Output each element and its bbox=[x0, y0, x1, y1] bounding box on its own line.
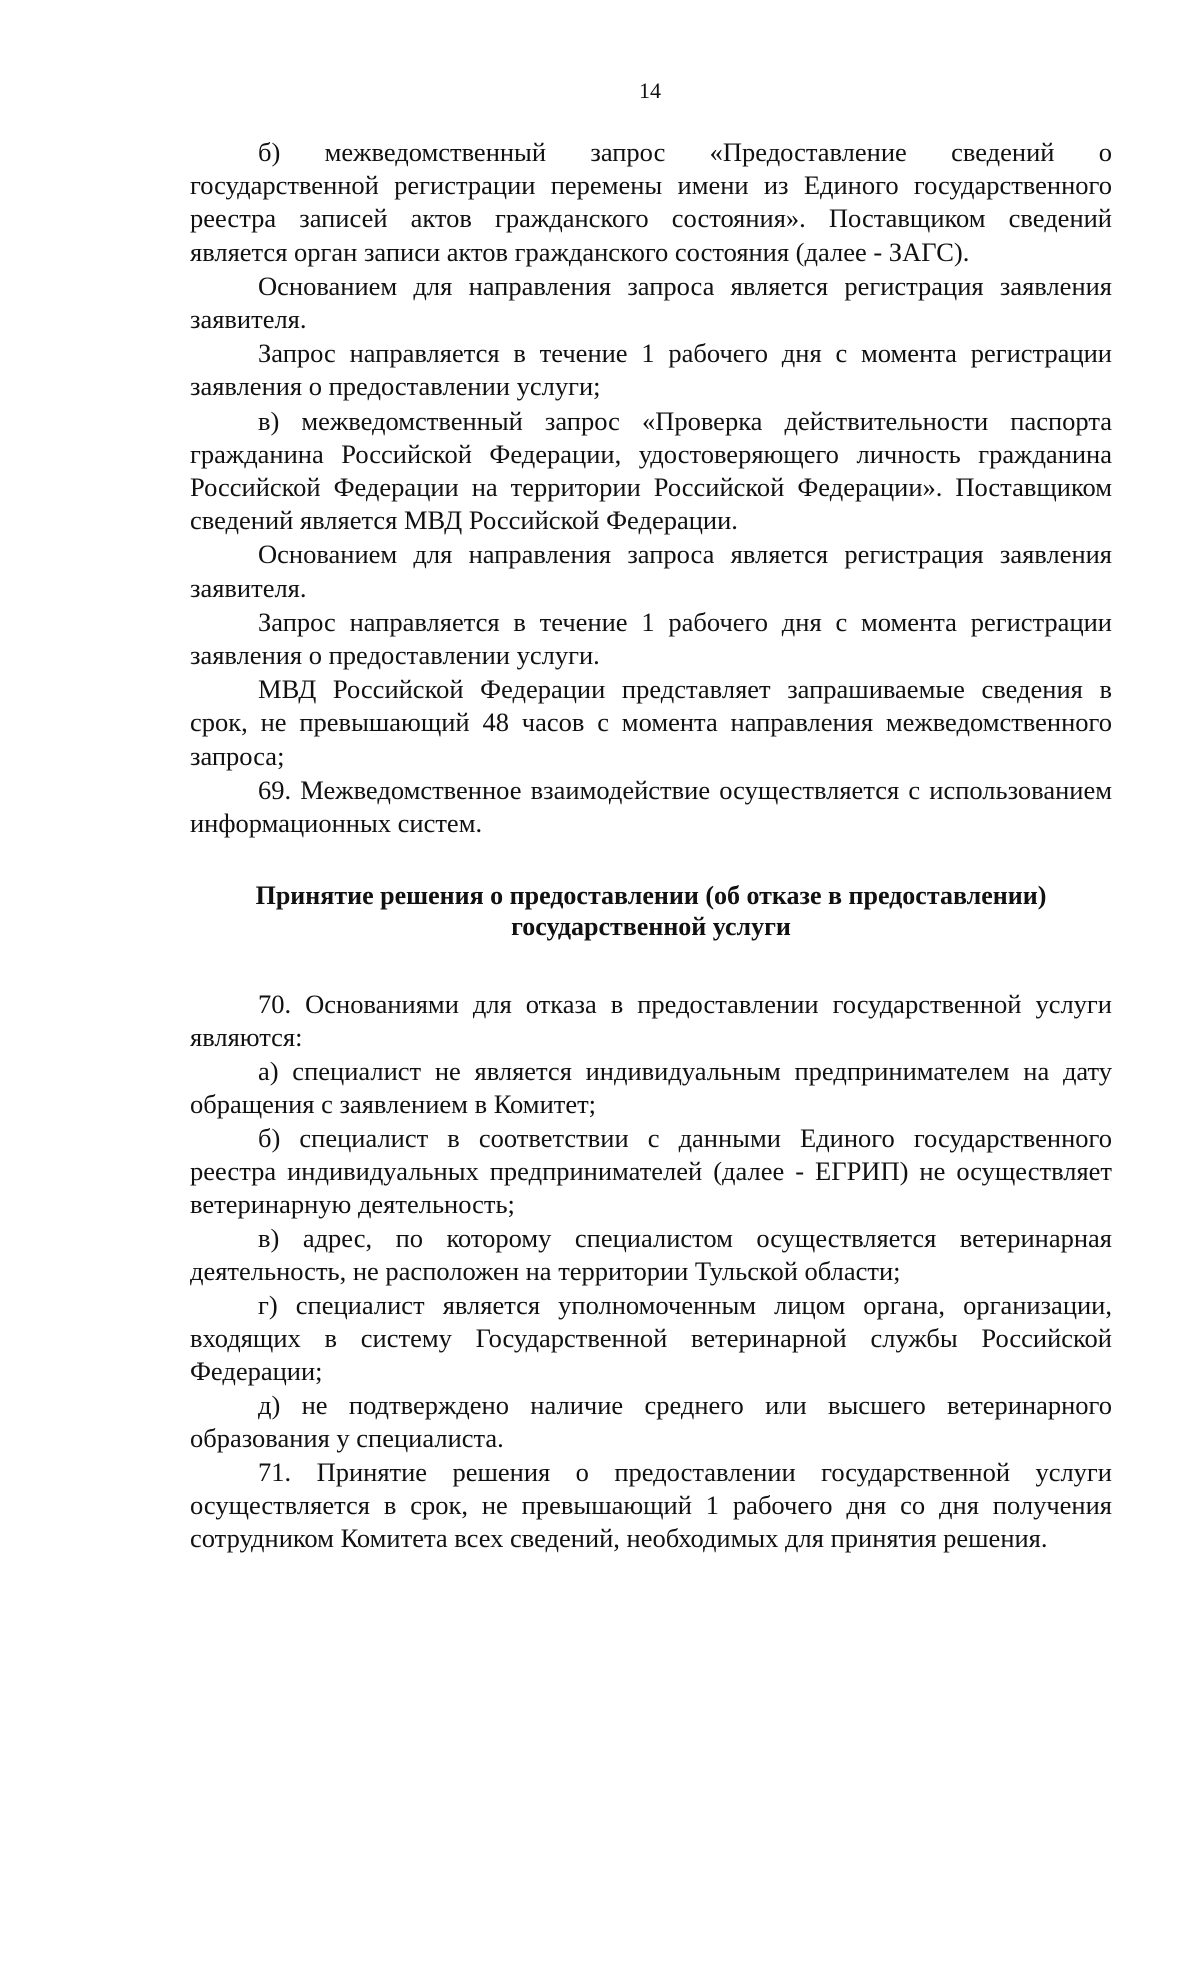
paragraph: б) специалист в соответствии с данными Единого государственного реестра индивидуальных предпринимателей (далее - ЕГРИП) не осуществляет ветеринарную деятельность; bbox=[190, 1123, 1112, 1220]
page-number: 14 bbox=[639, 78, 661, 103]
document-body bbox=[190, 136, 1112, 1555]
paragraph: в) межведомственный запрос «Проверка действительности паспорта гражданина Российской Федерации, удостоверяющего личность гражданина Российской Федерации на территории Российской Федерации». Поставщиком сведений является МВД Российской Федерации. bbox=[190, 405, 1112, 536]
paragraph: а) специалист не является индивидуальным предпринимателем на дату обращения с заявлением в Комитет; bbox=[190, 1056, 1112, 1120]
paragraph: Основанием для направления запроса является регистрация заявления заявителя. bbox=[190, 539, 1112, 603]
paragraph: 71. Принятие решения о предоставлении государственной услуги осуществляется в срок, не превышающий 1 рабочего дня со дня получения сотрудником Комитета всех сведений, необходимых для принятия решения. bbox=[190, 1457, 1112, 1554]
section-heading-line: Принятие решения о предоставлении (об отказе в предоставлении) bbox=[255, 881, 1047, 911]
paragraph: 70. Основаниями для отказа в предоставлении государственной услуги являются: bbox=[190, 989, 1112, 1053]
section-interagency-requests bbox=[190, 136, 1112, 840]
paragraph: г) специалист является уполномоченным лицом органа, организации, входящих в систему Государственной ветеринарной службы Российской Федерации; bbox=[190, 1290, 1112, 1387]
paragraph: д) не подтверждено наличие среднего или высшего ветеринарного образования у специалиста. bbox=[190, 1390, 1112, 1454]
section-heading bbox=[190, 880, 1112, 942]
paragraph: Основанием для направления запроса является регистрация заявления заявителя. bbox=[190, 270, 1112, 335]
paragraph: 69. Межведомственное взаимодействие осуществляется с использованием информационных систем. bbox=[190, 774, 1112, 839]
paragraph: б) межведомственный запрос «Предоставление сведений о государственной регистрации перемены имени из Единого государственного реестра записей актов гражданского состояния». Поставщиком сведений является орган записи актов гражданского состояния (далее - ЗАГС). bbox=[190, 137, 1112, 267]
paragraph: Запрос направляется в течение 1 рабочего дня с момента регистрации заявления о предоставлении услуги. bbox=[190, 606, 1112, 671]
section-heading-line: государственной услуги bbox=[511, 912, 791, 942]
paragraph: в) адрес, по которому специалистом осуществляется ветеринарная деятельность, не расположен на территории Тульской области; bbox=[190, 1223, 1112, 1287]
paragraph: МВД Российской Федерации представляет запрашиваемые сведения в срок, не превышающий 48 часов с момента направления межведомственного запроса; bbox=[190, 674, 1112, 771]
section-decision bbox=[190, 988, 1112, 1555]
paragraph: Запрос направляется в течение 1 рабочего дня с момента регистрации заявления о предоставлении услуги; bbox=[190, 338, 1112, 402]
